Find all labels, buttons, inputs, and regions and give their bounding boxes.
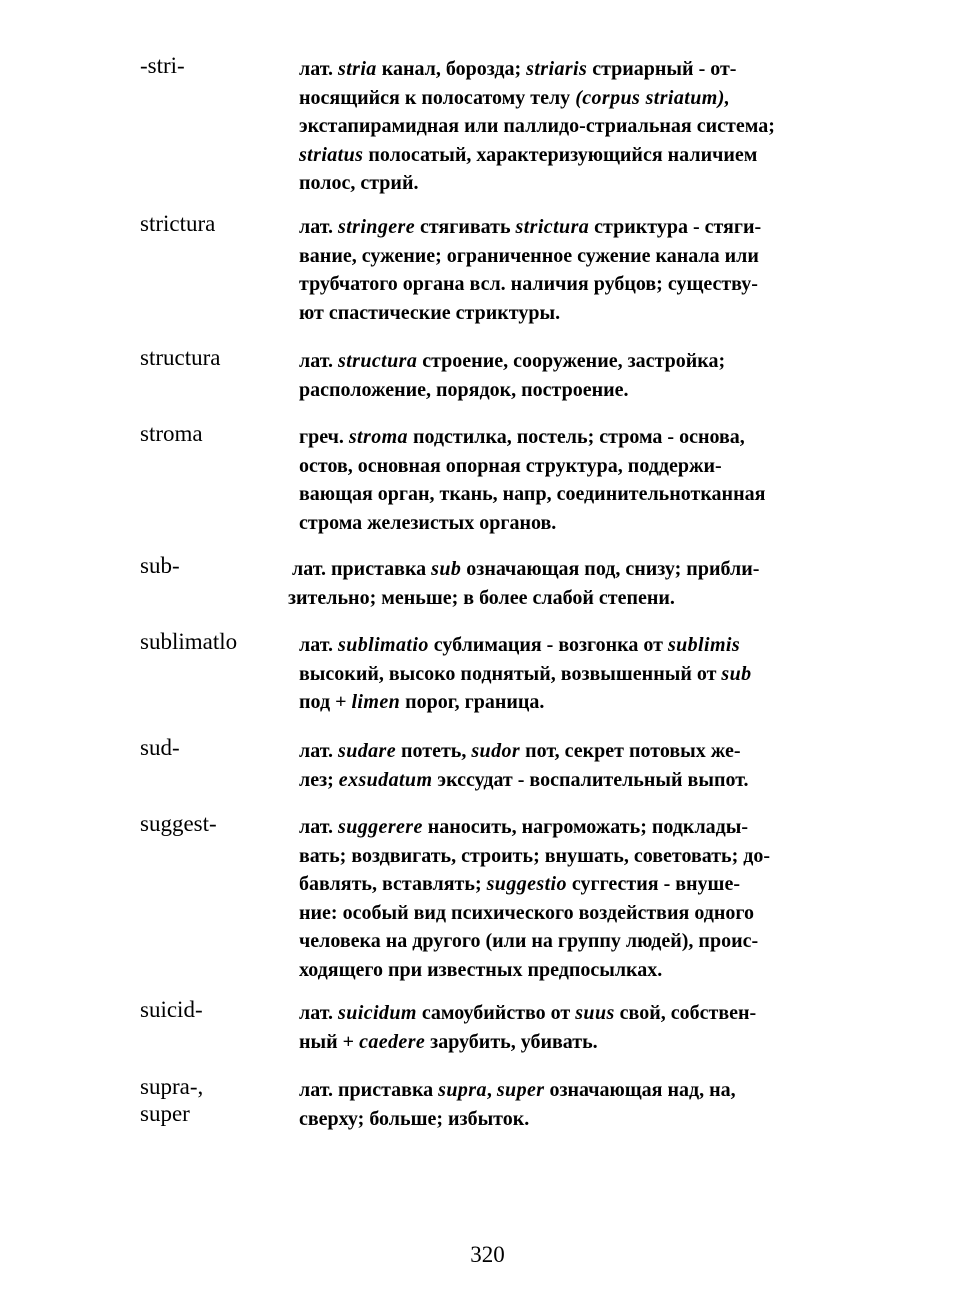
definition-line xyxy=(288,584,832,613)
definition-text: человека на другого (или на группу людей), проис- xyxy=(299,930,759,952)
definition-text: лат. xyxy=(299,1002,339,1024)
definition-line xyxy=(299,813,839,842)
definition-text: остов, основная опорная структура, поддержи- xyxy=(299,454,722,477)
definition-line xyxy=(299,1028,839,1057)
definition-text: означающая под, снизу; прибли- xyxy=(461,558,760,580)
definition-line xyxy=(299,509,839,538)
entry-definition xyxy=(299,1076,839,1133)
latin-term: limen xyxy=(351,691,401,713)
definition-text: трубчатого органа всл. наличия рубцов; существу- xyxy=(299,273,758,295)
definition-text: лат. приставка xyxy=(292,558,432,580)
entry-term: suicid- xyxy=(140,997,203,1022)
definition-line xyxy=(299,376,839,405)
latin-term: (corpus striatum), xyxy=(575,86,731,109)
latin-term: exsudatum xyxy=(338,768,433,791)
definition-text: зительно; меньше; в более слабой степени. xyxy=(288,586,675,609)
definition-text: канал, борозда; xyxy=(376,58,527,80)
definition-text: лат. xyxy=(299,350,339,372)
definition-text: свой, собствен- xyxy=(614,1002,757,1024)
definition-text: строение, сооружение, застройка; xyxy=(417,350,726,372)
definition-text: экссудат - воспалительный выпот. xyxy=(432,768,749,791)
definition-line xyxy=(299,452,839,481)
definition-text: лат. xyxy=(299,58,339,80)
definition-line xyxy=(299,213,839,242)
definition-line xyxy=(292,555,832,584)
definition-text: ходящего при известных предпосылках. xyxy=(299,958,663,981)
definition-text: зарубить, убивать. xyxy=(425,1030,598,1053)
latin-term: strictura xyxy=(515,216,590,238)
definition-text: лат. xyxy=(299,216,339,238)
latin-term: sub xyxy=(721,662,752,685)
definition-line xyxy=(299,480,839,509)
entry-definition xyxy=(288,555,832,612)
definition-line xyxy=(299,112,839,141)
entry-term: structura xyxy=(140,345,221,370)
latin-term: sublimis xyxy=(667,634,741,656)
definition-text: лез; xyxy=(299,768,339,791)
definition-text: означающая над, на, xyxy=(544,1079,736,1101)
definition-text: самоубийство от xyxy=(416,1002,576,1024)
definition-text: высокий, высоко поднятый, возвышенный от xyxy=(299,662,722,685)
definition-line xyxy=(299,141,839,170)
latin-term: structura xyxy=(338,350,418,372)
latin-term: sub xyxy=(431,558,462,580)
definition-line xyxy=(299,1076,839,1105)
definition-text: подстилка, постель; строма - основа, xyxy=(407,426,745,448)
definition-text: суггестия - внуше- xyxy=(566,873,740,895)
latin-term: stria xyxy=(338,58,377,80)
definition-line xyxy=(299,169,839,198)
definition-line xyxy=(299,347,839,376)
definition-text: порог, граница. xyxy=(400,691,545,713)
definition-text: сублимация - возгонка от xyxy=(428,634,668,656)
latin-term: suicidum xyxy=(338,1002,417,1024)
entry-term: sublimatlo xyxy=(140,629,238,654)
entry-term: stroma xyxy=(140,421,203,446)
definition-text: строма железистых органов. xyxy=(299,511,557,534)
latin-term: sublimatio xyxy=(338,634,429,656)
definition-line xyxy=(299,999,839,1028)
latin-term: super xyxy=(496,1079,545,1101)
definition-text: ют спастические стриктуры. xyxy=(299,301,561,324)
definition-text: греч. xyxy=(299,426,349,448)
definition-text: сверху; больше; избыток. xyxy=(299,1107,530,1130)
definition-line xyxy=(299,242,839,271)
definition-text: полос, стрий. xyxy=(299,172,419,194)
definition-text: бавлять, вставлять; xyxy=(299,873,487,895)
latin-term: suggerere xyxy=(338,816,423,838)
definition-text: пот, секрет потовых же- xyxy=(520,740,741,762)
definition-text: наносить, нагроможать; подклады- xyxy=(422,816,749,838)
definition-text: ние: особый вид психического воздействия одного xyxy=(299,901,754,924)
definition-text: под + xyxy=(299,691,352,713)
entry-definition xyxy=(299,813,839,984)
definition-text: вание, сужение; ограниченное сужение канала или xyxy=(299,244,759,267)
definition-line xyxy=(299,842,839,871)
latin-term: stringere xyxy=(338,216,415,238)
latin-term: suus xyxy=(575,1002,615,1024)
definition-text: полосатый, характеризующийся наличием xyxy=(363,143,758,166)
entry-definition xyxy=(299,347,839,404)
latin-term: supra xyxy=(438,1079,487,1101)
definition-text: стриктура - стяги- xyxy=(589,216,762,238)
entry-term: sud- xyxy=(140,735,180,760)
definition-text: лат. xyxy=(299,816,339,838)
entry-term: sub- xyxy=(140,553,180,578)
definition-text: ный + xyxy=(299,1030,360,1053)
definition-text: , xyxy=(486,1079,497,1101)
latin-term: sudare xyxy=(338,740,396,762)
definition-text: носящийся к полосатому телу xyxy=(299,86,576,109)
definition-line xyxy=(299,688,839,717)
definition-text: лат. xyxy=(299,634,339,656)
definition-text: вать; воздвигать, строить; внушать, советовать; до- xyxy=(299,844,771,867)
entry-definition xyxy=(299,631,839,717)
latin-term: striaris xyxy=(526,58,588,80)
definition-line xyxy=(299,870,839,899)
entry-definition xyxy=(299,999,839,1056)
definition-text: лат. xyxy=(299,740,339,762)
entry-term: strictura xyxy=(140,211,216,236)
definition-text: стягивать xyxy=(414,216,516,238)
definition-text: экстапирамидная или паллидо-стриальная система; xyxy=(299,115,775,137)
entry-definition xyxy=(299,423,839,537)
latin-term: caedere xyxy=(359,1030,426,1053)
entry-term: suggest- xyxy=(140,811,217,836)
entry-definition xyxy=(299,737,839,794)
entry-term: supra-, super xyxy=(140,1074,204,1126)
definition-line xyxy=(299,55,839,84)
definition-line xyxy=(299,927,839,956)
definition-line xyxy=(299,660,839,689)
definition-line xyxy=(299,899,839,928)
definition-line xyxy=(299,631,839,660)
definition-text: потеть, xyxy=(396,740,472,762)
latin-term: stroma xyxy=(348,426,408,448)
page-number: 320 xyxy=(470,1242,505,1267)
entry-definition xyxy=(299,55,839,198)
definition-text: лат. приставка xyxy=(299,1079,439,1101)
definition-line xyxy=(299,423,839,452)
entry-term: -stri- xyxy=(140,53,185,78)
definition-line xyxy=(299,84,839,113)
definition-text: расположение, порядок, построение. xyxy=(299,378,629,401)
latin-term: sudor xyxy=(471,740,521,762)
definition-line xyxy=(299,737,839,766)
latin-term: striatus xyxy=(299,143,364,166)
definition-line xyxy=(299,299,839,328)
latin-term: suggestio xyxy=(486,873,567,895)
entry-definition xyxy=(299,213,839,327)
definition-text: стриарный - от- xyxy=(587,58,737,80)
definition-text: вающая орган, ткань, напр, соединительнотканная xyxy=(299,483,766,505)
definition-line xyxy=(299,766,839,795)
definition-line xyxy=(299,956,839,985)
definition-line xyxy=(299,270,839,299)
definition-line xyxy=(299,1105,839,1134)
